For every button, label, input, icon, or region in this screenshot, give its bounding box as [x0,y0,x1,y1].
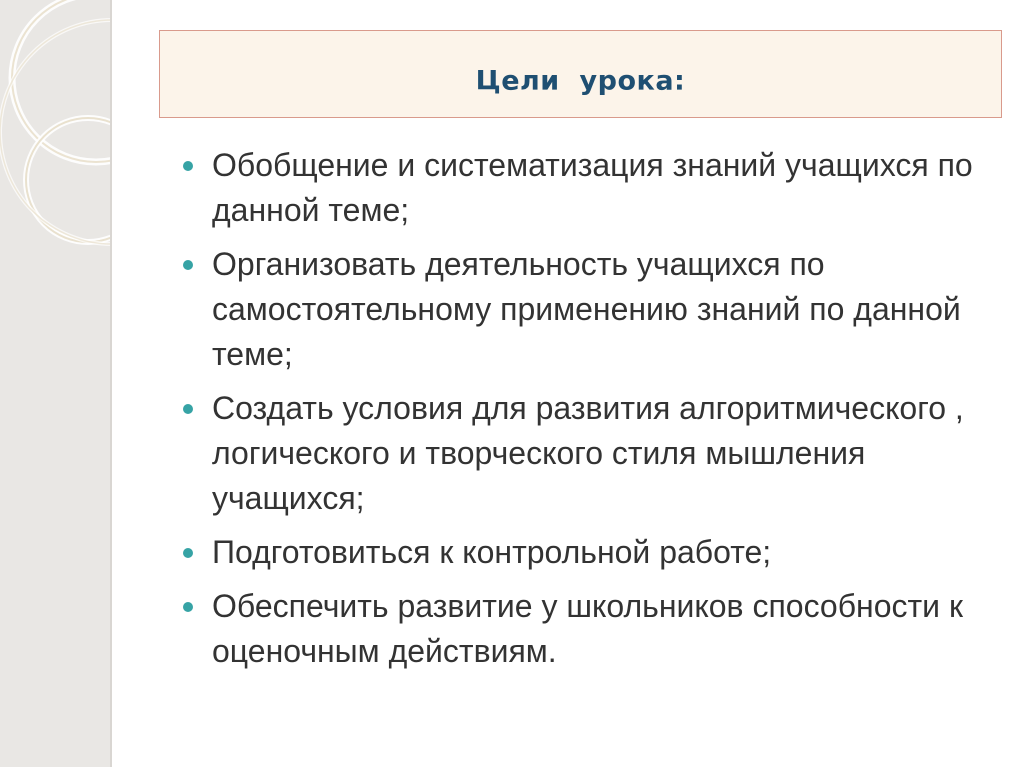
bullet-dot-icon [183,602,193,612]
bullet-dot-icon [183,404,193,414]
bullet-text: Подготовиться к контрольной работе; [212,534,772,570]
bullet-text: Организовать деятельность учащихся по самостоятельному применению знаний по данной теме; [212,246,961,372]
bullet-dot-icon [183,161,193,171]
bullet-item [183,143,1003,233]
bullet-item [183,584,1003,674]
strip-divider [110,0,112,767]
bullet-item [183,242,1003,377]
bullet-dot-icon [183,260,193,270]
rings-decoration-icon [0,0,112,767]
title-box [159,30,1002,118]
bullet-text: Создать условия для развития алгоритмического , логического и творческого стиля мышления учащихся; [212,390,964,516]
bullet-text: Обобщение и систематизация знаний учащихся по данной теме; [212,147,973,228]
slide-title: Цели урока: [475,65,686,97]
bullet-list [183,143,1003,683]
bullet-item [183,386,1003,521]
side-decoration-strip [0,0,112,767]
bullet-item [183,530,1003,575]
bullet-text: Обеспечить развитие у школьников способности к оценочным действиям. [212,588,963,669]
bullet-dot-icon [183,548,193,558]
